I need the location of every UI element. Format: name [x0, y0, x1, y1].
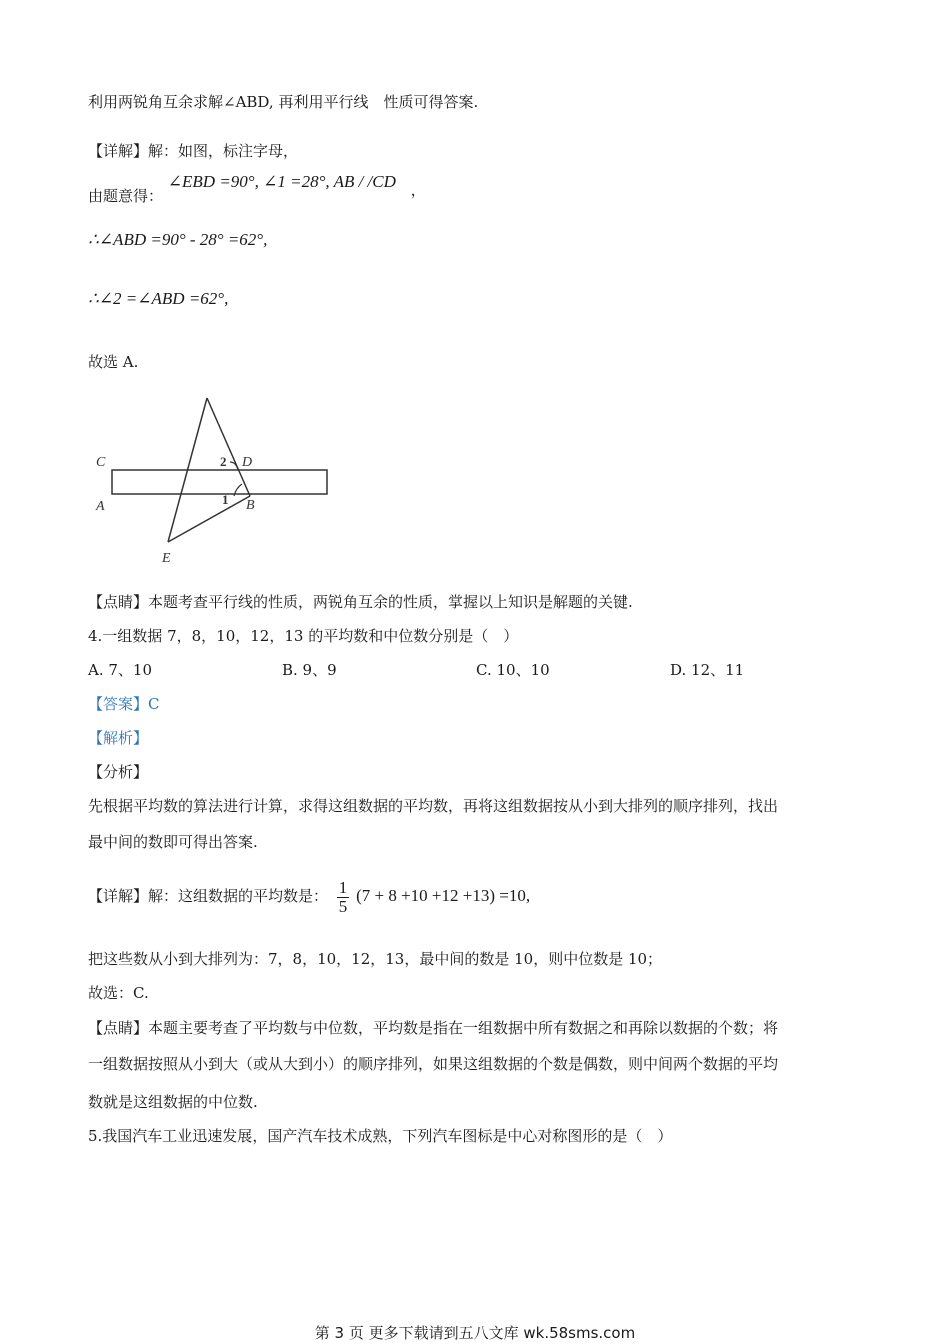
- page-footer: 第 3 页 更多下载请到五八文库 wk.58sms.com: [314, 1324, 636, 1342]
- given-prefix: 由题意得：: [88, 187, 164, 205]
- fenxi-heading: 【分析】: [88, 763, 149, 781]
- solution-text-line: 利用两锐角互余求解∠ABD, 再利用平行线 性质可得答案.: [88, 93, 479, 111]
- answer-text: 【答案】C: [88, 695, 160, 713]
- question-5: 5.我国汽车工业迅速发展，国产汽车技术成熟，下列汽车图标是中心对称图形的是（ ）: [88, 1127, 673, 1145]
- choose-a-line: 故选 A.: [88, 353, 139, 371]
- label-a: A: [96, 499, 105, 514]
- option-d: D. 12、11: [670, 661, 745, 679]
- triangle-side-e-b: [168, 496, 250, 542]
- dianjing-line-3: 数就是这组数据的中位数.: [88, 1093, 258, 1111]
- angle-2-arc: [230, 462, 238, 470]
- analysis-heading: 【解析】: [88, 729, 149, 747]
- answer-label: [88, 694, 159, 714]
- equation-angle2: ∴∠2 =∠ABD =62°,: [88, 289, 229, 308]
- given-math: ∠EBD =90°, ∠1 =28°, AB / /CD: [167, 172, 396, 191]
- dianjing-line-1: 【点睛】本题主要考查了平均数与中位数，平均数是指在一组数据中所有数据之和再除以数据的个数；将: [88, 1019, 779, 1037]
- geometry-figure: [90, 390, 340, 570]
- triangle-side-top-b: [207, 398, 253, 496]
- detail-heading: 【详解】解：如图，标注字母，: [88, 142, 299, 160]
- summary-point: 【点睛】本题考查平行线的性质，两锐角互余的性质，掌握以上知识是解题的关键.: [88, 593, 633, 611]
- detail-mean-line: [88, 876, 530, 916]
- option-c: C. 10、10: [476, 661, 550, 679]
- fraction-numerator: 1: [338, 877, 348, 897]
- fraction-one-fifth: [337, 879, 350, 916]
- label-d: D: [242, 455, 253, 470]
- given-suffix: ，: [410, 181, 426, 199]
- fenxi-line-2: 最中间的数即可得出答案.: [88, 833, 258, 851]
- option-b: B. 9、9: [282, 661, 337, 679]
- question-4: 4.一组数据 7，8，10，12，13 的平均数和中位数分别是（ ）: [88, 627, 519, 645]
- dianjing-line-2: 一组数据按照从小到大（或从大到小）的顺序排列，如果这组数据的个数是偶数，则中间两个数据的平均: [88, 1055, 779, 1073]
- choose-c-line: 故选：C.: [88, 984, 149, 1002]
- fraction-denominator: 5: [338, 896, 348, 916]
- option-a: A. 7、10: [88, 661, 152, 679]
- detail-sort-line: 把这些数从小到大排列为：7，8，10，12，13，最中间的数是 10，则中位数是 10；: [88, 950, 663, 968]
- label-b: B: [246, 498, 255, 513]
- ruler-rectangle: [112, 470, 327, 494]
- detail-mean-prefix: 【详解】解：这组数据的平均数是：: [88, 887, 329, 905]
- given-line: [88, 172, 426, 206]
- label-1: 1: [222, 492, 229, 507]
- label-c: C: [96, 455, 106, 470]
- label-e: E: [162, 551, 171, 566]
- equation-abd: ∴∠ABD =90° - 28° =62°,: [88, 230, 268, 249]
- label-2: 2: [220, 454, 227, 469]
- fenxi-line-1: 先根据平均数的算法进行计算，求得这组数据的平均数，再将这组数据按从小到大排列的顺序排列，找出: [88, 797, 779, 815]
- detail-mean-math: (7 + 8 +10 +12 +13) =10,: [356, 886, 531, 905]
